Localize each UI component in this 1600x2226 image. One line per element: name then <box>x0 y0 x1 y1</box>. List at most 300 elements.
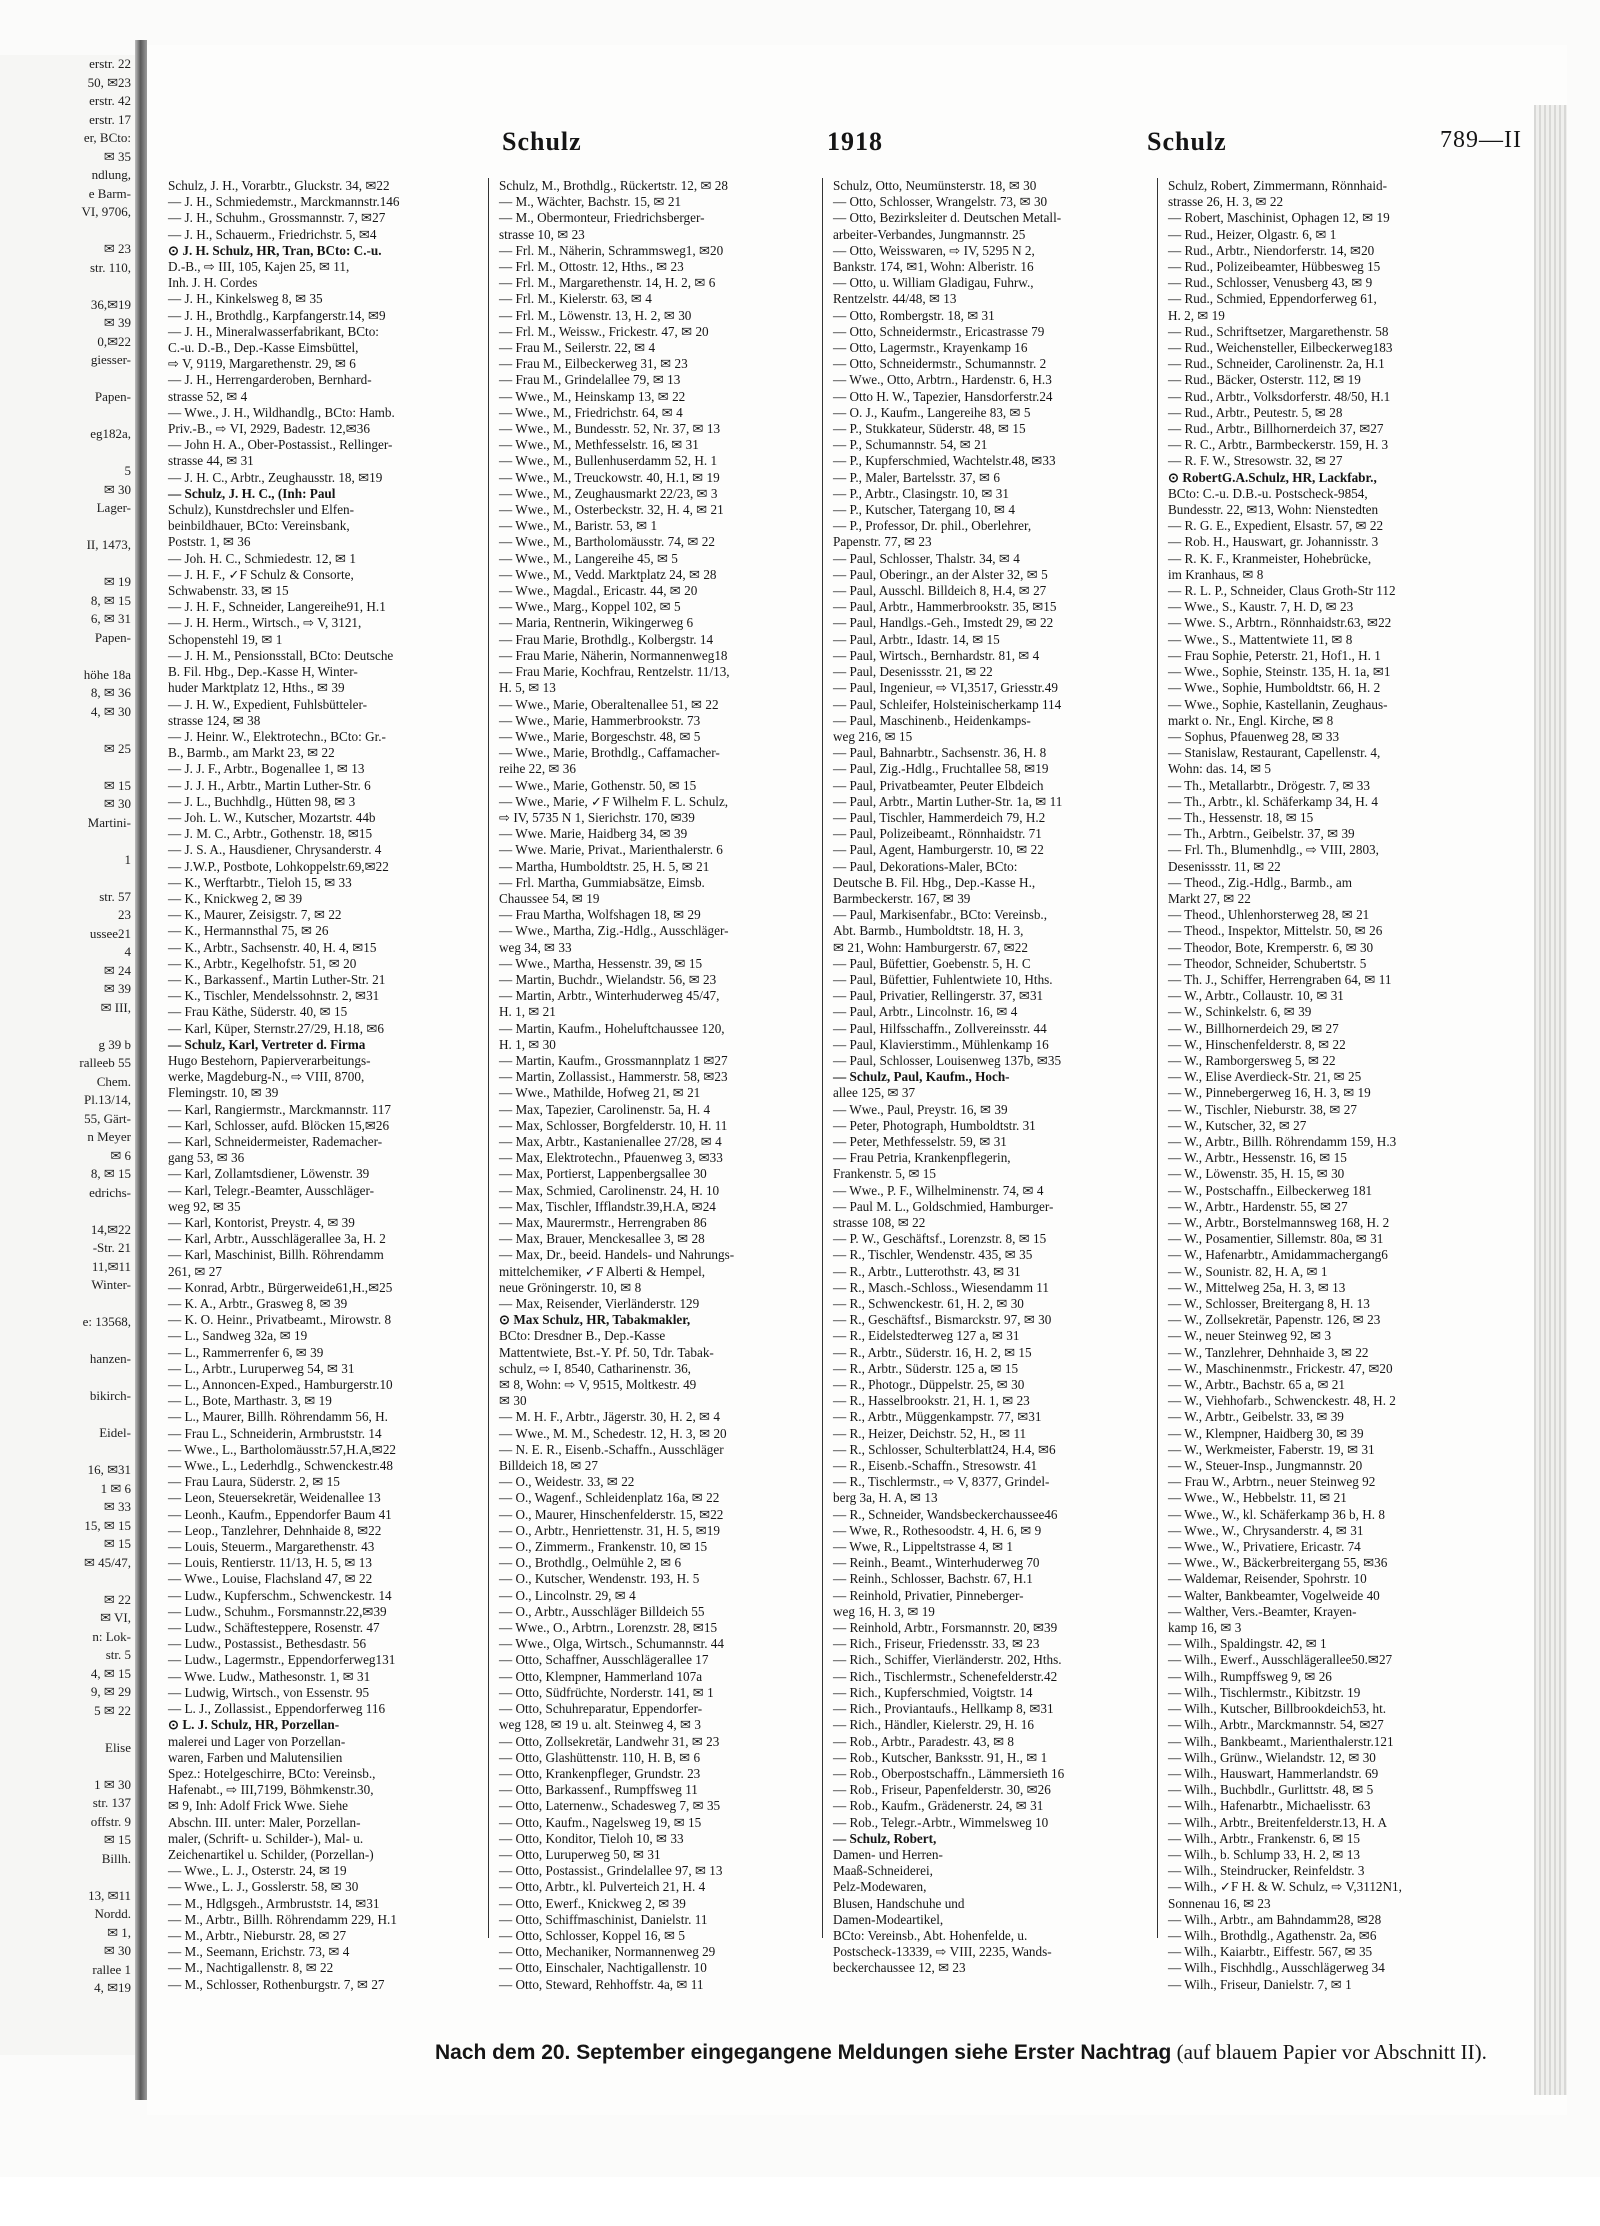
directory-entry: kamp 16, ✉ 3 <box>1168 1620 1242 1636</box>
directory-entry: — O., Maurer, Hinschenfelderstr. 15, ✉22 <box>499 1506 724 1522</box>
directory-entry: — Paul, Tischler, Hammerdeich 79, H.2 <box>833 809 1046 825</box>
previous-page-line: VI, 9706, <box>81 204 131 219</box>
previous-page-line: ✉ 30 <box>103 481 131 497</box>
previous-page-line: Martini- <box>87 814 131 830</box>
directory-entry: — W., Elise Averdieck-Str. 21, ✉ 25 <box>1168 1069 1362 1085</box>
previous-page-line <box>0 1757 135 1776</box>
directory-columns <box>162 178 1537 2226</box>
directory-entry: — Wwe., M., Friedrichstr. 64, ✉ 4 <box>499 404 683 420</box>
directory-entry: — N. E. R., Eisenb.-Schaffn., Ausschläger <box>499 1441 724 1457</box>
directory-entry: — Wwe., W., Chrysanderstr. 4, ✉ 31 <box>1168 1522 1364 1538</box>
directory-entry: BCto: C.-u. D.B.-u. Postscheck-9854, <box>1168 485 1368 501</box>
directory-entry: ⊙ Max Schulz, HR, Tabakmakler, <box>499 1312 691 1328</box>
directory-entry: — Max, Schlosser, Borgfelderstr. 10, H. 11 <box>499 1117 728 1133</box>
directory-entry: Barmbeckerstr. 167, ✉ 39 <box>833 890 971 906</box>
previous-page-line: 1 <box>124 851 131 867</box>
directory-entry: — Ludw., Lagermstr., Eppendorferweg131 <box>168 1652 396 1668</box>
directory-entry: — Wwe., L., Bartholomäusstr.57,H.A,✉22 <box>168 1441 397 1457</box>
previous-page-line: ✉ 6 <box>110 1147 131 1163</box>
directory-entry: H. 1, ✉ 30 <box>499 1036 556 1052</box>
directory-entry: — R., Arbtr., Müggenkampstr. 77, ✉31 <box>833 1409 1042 1425</box>
directory-entry: — Paul, Wirtsch., Bernhardstr. 81, ✉ 4 <box>833 647 1040 663</box>
directory-entry: — Rud., Heizer, Olgastr. 6, ✉ 1 <box>1168 226 1337 242</box>
directory-entry: Hugo Bestehorn, Papierverarbeitungs- <box>168 1052 371 1068</box>
directory-entry: — Frau M., Seilerstr. 22, ✉ 4 <box>499 340 656 356</box>
directory-entry: — L., Bote, Marthastr. 3, ✉ 19 <box>168 1393 332 1409</box>
directory-entry: — J. H., Herrengarderoben, Bernhard- <box>168 372 372 388</box>
previous-page-line <box>0 1369 135 1388</box>
previous-page-line: Winter- <box>91 1277 131 1292</box>
directory-entry: — Frl. Martha, Gummiabsätze, Eimsb. <box>499 874 705 890</box>
directory-entry: — J. H., Kinkelsweg 8, ✉ 35 <box>168 291 323 307</box>
directory-entry: — Wilh., Ewerf., Ausschlägerallee50.✉27 <box>1168 1652 1393 1668</box>
previous-page-line: str. 57 <box>99 888 131 904</box>
directory-entry: — Max, Tapezier, Carolinenstr. 5a, H. 4 <box>499 1101 711 1117</box>
directory-entry: — Rich., Händler, Kielerstr. 29, H. 16 <box>833 1717 1034 1733</box>
directory-entry: — Wilh., Fischhdlg., Ausschlägerweg 34 <box>1168 1960 1385 1976</box>
previous-page-line: 16, ✉31 <box>87 1462 131 1477</box>
directory-entry: — Otto, Mechaniker, Normannenweg 29 <box>499 1944 716 1960</box>
directory-entry: — J. H. F., Schneider, Langereihe91, H.1 <box>168 599 386 615</box>
directory-entry: H. 1, ✉ 21 <box>499 1004 556 1020</box>
directory-entry: — Wwe., M., Vedd. Marktplatz 24, ✉ 28 <box>499 566 717 582</box>
directory-entry: — Paul, Schleifer, Holsteinischerkamp 114 <box>833 696 1062 712</box>
previous-page-line <box>0 407 135 426</box>
column-2 <box>493 178 813 1992</box>
directory-entry: — Wwe., Mathilde, Hofweg 21, ✉ 21 <box>499 1085 701 1101</box>
directory-entry: — Wilh., Hauswart, Hammerlandstr. 69 <box>1168 1765 1379 1781</box>
footer-normal-text: (auf blauem Papier vor Abschnitt II). <box>1176 2040 1487 2064</box>
directory-entry: — W., Hafenarbtr., Amidammachergang6 <box>1168 1247 1388 1263</box>
directory-entry: — Otto, Steward, Rehhoffstr. 4a, ✉ 11 <box>499 1976 704 1992</box>
directory-entry: — Ludw., Schäftesteppere, Rosenstr. 47 <box>168 1620 380 1636</box>
directory-entry: — Rob., Kaufm., Grädenerstr. 24, ✉ 31 <box>833 1798 1044 1814</box>
previous-page-line: 0,✉22 <box>97 333 131 349</box>
directory-entry: — Otto, Einschaler, Nachtigallenstr. 10 <box>499 1960 707 1976</box>
directory-entry: — Otto, Krankenpfleger, Grundstr. 23 <box>499 1765 701 1781</box>
directory-entry: — Louis, Steuerm., Margarethenstr. 43 <box>168 1539 375 1555</box>
previous-page-line: ✉ 1, <box>107 1924 131 1940</box>
directory-entry: — Paul, Klavierstimm., Mühlenkamp 16 <box>833 1036 1049 1052</box>
previous-page-line: eg182a, <box>90 426 131 441</box>
directory-entry: — Martin, Kaufm., Grossmannplatz 1 ✉27 <box>499 1052 728 1068</box>
previous-page-line: n Meyer <box>87 1129 131 1144</box>
directory-entry: — R., Geschäftsf., Bismarckstr. 97, ✉ 30 <box>833 1312 1052 1328</box>
directory-entry: — Waldemar, Reisender, Spohrstr. 10 <box>1168 1571 1367 1587</box>
directory-entry: — Paul, Agent, Hamburgerstr. 10, ✉ 22 <box>833 842 1044 858</box>
directory-entry: — Theodor, Bote, Kremperstr. 6, ✉ 30 <box>1168 939 1374 955</box>
directory-entry: — Sophus, Pfauenweg 28, ✉ 33 <box>1168 728 1340 744</box>
directory-entry: — Rob., Friseur, Papenfelderstr. 30, ✉26 <box>833 1782 1051 1798</box>
directory-entry: — Rich., Proviantaufs., Hellkamp 8, ✉31 <box>833 1701 1054 1717</box>
directory-entry: — Th. J., Schiffer, Herrengraben 64, ✉ 11 <box>1168 971 1392 987</box>
directory-entry: — W., Kutscher, 32, ✉ 27 <box>1168 1117 1307 1133</box>
directory-entry: — Frl. M., Margarethenstr. 14, H. 2, ✉ 6 <box>499 275 716 291</box>
directory-entry: — W., Posamentier, Sillemstr. 80a, ✉ 31 <box>1168 1231 1384 1247</box>
previous-page-line <box>0 1443 135 1462</box>
directory-entry: H. 2, ✉ 19 <box>1168 307 1225 323</box>
directory-entry: Damen- und Herren- <box>833 1846 943 1862</box>
previous-page-line: ✉ 22 <box>103 1591 131 1607</box>
directory-entry: — Wwe., M., Osterbeckstr. 32, H. 4, ✉ 21 <box>499 502 724 518</box>
directory-entry: — Otto, Ewerf., Knickweg 2, ✉ 39 <box>499 1895 686 1911</box>
directory-entry: — Rich., Kupferschmied, Voigtstr. 14 <box>833 1684 1033 1700</box>
directory-entry: — Leop., Tanzlehrer, Dehnhaide 8, ✉22 <box>168 1522 382 1538</box>
directory-entry: — Wwe., M., Bundesstr. 52, Nr. 37, ✉ 13 <box>499 421 721 437</box>
directory-entry: — W., Maschinenmstr., Frickestr. 47, ✉20 <box>1168 1360 1393 1376</box>
previous-page-line <box>0 1332 135 1351</box>
directory-entry: — Otto, Arbtr., kl. Pulverteich 21, H. 4 <box>499 1879 706 1895</box>
directory-entry: mittelchemiker, ✓F Alberti & Hempel, <box>499 1263 706 1279</box>
directory-entry: — L., Maurer, Billh. Röhrendamm 56, H. <box>168 1409 388 1425</box>
previous-page-line <box>0 1572 135 1591</box>
directory-entry: beinbildhauer, BCto: Vereinsbank, <box>168 518 350 534</box>
header-right-name: Schulz <box>1147 127 1227 156</box>
directory-entry: strasse 44, ✉ 31 <box>168 453 254 469</box>
directory-entry: — Otto, Klempner, Hammerland 107a <box>499 1668 703 1684</box>
directory-entry: — Rob., Arbtr., Paradestr. 43, ✉ 8 <box>833 1733 1015 1749</box>
directory-entry: ✉ 8, Wohn: ⇨ V, 9515, Moltkestr. 49 <box>499 1377 697 1393</box>
previous-page-line: 13, ✉11 <box>88 1887 131 1903</box>
directory-entry: — Wilh., ✓F H. & W. Schulz, ⇨ V,3112N1, <box>1168 1879 1402 1895</box>
directory-entry: — Rud., Arbtr., Billhornerdeich 37, ✉27 <box>1168 421 1384 437</box>
directory-entry: Abschn. III. unter: Maler, Porzellan- <box>168 1814 361 1830</box>
directory-entry: — Wwe., Marie, Gothenstr. 50, ✉ 15 <box>499 777 697 793</box>
previous-page-line: ✉ 39 <box>103 315 131 330</box>
directory-entry: strasse 26, H. 3, ✉ 22 <box>1168 194 1284 210</box>
directory-entry: Damen-Modeartikel, <box>833 1911 944 1927</box>
directory-entry: — Frau Käthe, Süderstr. 40, ✉ 15 <box>168 1004 348 1020</box>
directory-entry: ⊙ J. H. Schulz, HR, Tran, BCto: C.-u. <box>168 242 382 258</box>
directory-entry: arbeiter-Verbandes, Jungmannstr. 25 <box>833 226 1026 242</box>
directory-entry: — Paul, Arbtr., Idastr. 14, ✉ 15 <box>833 631 1000 647</box>
directory-entry: — Max, Dr., beeid. Handels- und Nahrungs- <box>499 1247 735 1263</box>
directory-entry: — Paul, Desenissstr. 21, ✉ 22 <box>833 664 993 680</box>
directory-entry: — Wilh., Friseur, Danielstr. 7, ✉ 1 <box>1168 1976 1352 1992</box>
directory-entry: — Wwe., J. H., Wildhandlg., BCto: Hamb. <box>168 404 395 420</box>
directory-entry: — Wilh., Arbtr., am Bahndamm28, ✉28 <box>1168 1911 1382 1927</box>
directory-entry: — Karl, Rangiermstr., Marckmannstr. 117 <box>168 1101 391 1117</box>
directory-entry: — J. H. W., Expedient, Fuhlsbütteler- <box>168 696 367 712</box>
directory-entry: werke, Magdeburg-N., ⇨ VIII, 8700, <box>168 1069 365 1085</box>
column-1 <box>162 178 482 1992</box>
directory-entry: — W., neuer Steinweg 92, ✉ 3 <box>1168 1328 1332 1344</box>
previous-page-line: 4, ✉ 15 <box>90 1665 131 1681</box>
directory-entry: — W., Billhornerdeich 29, ✉ 27 <box>1168 1020 1339 1036</box>
directory-entry: — J. J. H., Arbtr., Martin Luther-Str. 6 <box>168 777 371 793</box>
directory-entry: — Otto, Schaffner, Ausschlägerallee 17 <box>499 1652 709 1668</box>
previous-page-line: ✉ 30 <box>103 796 131 811</box>
directory-entry: — Otto, Rombergstr. 18, ✉ 31 <box>833 307 995 323</box>
directory-entry: — Peter, Methfesselstr. 59, ✉ 31 <box>833 1133 1007 1149</box>
previous-page-line <box>0 370 135 389</box>
previous-page-line: 23 <box>118 907 131 922</box>
directory-entry: — Max, Maurermstr., Herrengraben 86 <box>499 1215 707 1230</box>
directory-entry: — J. H. M., Pensionsstall, BCto: Deutsche <box>168 647 394 663</box>
directory-entry: — Ludwig, Wirtsch., von Essenstr. 95 <box>168 1684 370 1700</box>
previous-page-line: er, BCto: <box>83 130 131 145</box>
directory-entry: — W., Tanzlehrer, Dehnhaide 3, ✉ 22 <box>1168 1344 1369 1360</box>
directory-entry: — Wwe., Martha, Zig.-Hdlg., Ausschläger- <box>499 923 729 939</box>
directory-entry: — Rud., Bäcker, Osterstr. 112, ✉ 19 <box>1168 372 1361 388</box>
directory-entry: — Wwe., Paul, Preystr. 16, ✉ 39 <box>833 1101 1008 1117</box>
previous-page-line: Nordd. <box>94 1906 131 1921</box>
directory-entry: malerei und Lager von Porzellan- <box>168 1733 346 1749</box>
directory-entry: — Theod., Uhlenhorsterweg 28, ✉ 21 <box>1168 907 1370 923</box>
directory-entry: — Wwe., Martha, Hessenstr. 39, ✉ 15 <box>499 955 703 971</box>
directory-entry: — Reinhold, Privatier, Pinneberger- <box>833 1587 1024 1603</box>
directory-entry: — L., Rammerrenfer 6, ✉ 39 <box>168 1344 324 1360</box>
previous-page-line: Lager- <box>96 500 131 515</box>
directory-entry: — Wwe., Sophie, Steinstr. 135, H. 1a, ✉1 <box>1168 664 1391 680</box>
directory-entry: Schulz, J. H., Vorarbtr., Gluckstr. 34, ✉22 <box>168 178 390 193</box>
directory-entry: — Th., Hessenstr. 18, ✉ 15 <box>1168 809 1314 825</box>
directory-entry: — J. H., Schauerm., Friedrichstr. 5, ✉4 <box>168 226 377 242</box>
directory-entry: — W., Arbtr., Bachstr. 65 a, ✉ 21 <box>1168 1377 1345 1393</box>
directory-entry: — R., Arbtr., Süderstr. 16, H. 2, ✉ 15 <box>833 1344 1032 1360</box>
directory-entry: — Wilh., Brothdlg., Agathenstr. 2a, ✉6 <box>1168 1927 1377 1943</box>
directory-entry: — Max, Brauer, Menckesallee 3, ✉ 28 <box>499 1231 705 1247</box>
directory-entry: — W., Schlosser, Breitergang 8, H. 13 <box>1168 1296 1370 1312</box>
column-3 <box>827 178 1147 1976</box>
previous-page-line: 4, ✉ 30 <box>90 703 131 719</box>
directory-entry: — W., Ramborgersweg 5, ✉ 22 <box>1168 1052 1336 1068</box>
directory-entry: — J. S. A., Hausdiener, Chrysanderstr. 4 <box>168 842 382 858</box>
directory-entry: — W., Pinnebergerweg 16, H. 3, ✉ 19 <box>1168 1085 1371 1101</box>
directory-entry: — O., Arbtr., Henriettenstr. 31, H. 5, ✉19 <box>499 1522 720 1538</box>
directory-entry: Deutsche B. Fil. Hbg., Dep.-Kasse H., <box>833 874 1036 890</box>
directory-entry: Schulz, Robert, Zimmermann, Rönnhaid- <box>1168 178 1388 193</box>
previous-page-line: ussee21 <box>89 925 131 941</box>
directory-entry: — Rob. H., Hauswart, gr. Johannisstr. 3 <box>1168 534 1379 550</box>
directory-entry: — Theod., Zig.-Hdlg., Barmb., am <box>1168 874 1352 890</box>
previous-page-line: ndlung, <box>91 167 131 182</box>
directory-entry: — R. K. F., Kranmeister, Hohebrücke, <box>1168 550 1372 566</box>
directory-entry: — Otto, Schuhreparatur, Eppendorfer- <box>499 1701 703 1717</box>
directory-entry: Inh. J. H. Cordes <box>168 275 258 291</box>
directory-entry: — Paul, Schlosser, Thalstr. 34, ✉ 4 <box>833 550 1020 566</box>
previous-page-line: 5 <box>124 463 131 478</box>
directory-entry: — Rud., Arbtr., Peutestr. 5, ✉ 28 <box>1168 404 1343 420</box>
column-divider <box>1157 178 1158 1938</box>
directory-entry: — Paul, Büfettier, Goebenstr. 5, H. C <box>833 955 1031 971</box>
previous-page-line: erstr. 22 <box>89 56 131 71</box>
directory-entry: — Otto H. W., Tapezier, Hansdorferstr.24 <box>833 388 1053 404</box>
directory-entry: — Wwe. Marie, Privat., Marienthalerstr. 6 <box>499 842 723 858</box>
directory-entry: — Wwe., S., Mattentwiete 11, ✉ 8 <box>1168 631 1353 647</box>
directory-entry: Abt. Barmb., Humboldtstr. 18, H. 3, <box>833 923 1024 939</box>
directory-entry: — J. H., Schmiedemstr., Marckmannstr.146 <box>168 194 400 210</box>
directory-entry: — Frau M., Grindelallee 79, ✉ 13 <box>499 372 681 388</box>
directory-entry: — R., Schlosser, Schulterblatt24, H.4, ✉6 <box>833 1441 1056 1457</box>
directory-entry: — W., Arbtr., Hessenstr. 16, ✉ 15 <box>1168 1150 1347 1166</box>
directory-entry: — Karl, Maschinist, Billh. Röhrendamm <box>168 1247 384 1263</box>
directory-entry: — W., Zollsekretär, Papenstr. 126, ✉ 23 <box>1168 1312 1381 1328</box>
directory-entry: — Wwe, R., Rothesoodstr. 4, H. 6, ✉ 9 <box>833 1522 1042 1538</box>
previous-page-line: str. 137 <box>92 1795 131 1810</box>
directory-entry: — Otto, Laternenw., Schadesweg 7, ✉ 35 <box>499 1798 721 1814</box>
directory-entry: — Ludw., Schuhm., Forsmannstr.22,✉39 <box>168 1603 387 1619</box>
previous-page-line: Eidel- <box>99 1425 131 1440</box>
directory-entry: — L. J., Zollassist., Eppendorferweg 116 <box>168 1701 386 1717</box>
directory-entry: — R., Arbtr., Lutterothstr. 43, ✉ 31 <box>833 1263 1021 1279</box>
directory-entry: Spez.: Hotelgeschirre, BCto: Vereinsb., <box>168 1765 376 1781</box>
directory-entry: ⊙ L. J. Schulz, HR, Porzellan- <box>168 1717 340 1733</box>
directory-entry: — R. L. P., Schneider, Claus Groth-Str 112 <box>1168 583 1396 599</box>
directory-entry: berg 3a, H. A, ✉ 13 <box>833 1490 938 1506</box>
previous-page-line <box>0 444 135 463</box>
directory-entry: Rentzelstr. 44/48, ✉ 13 <box>833 291 957 307</box>
directory-entry: huder Marktplatz 12, Hths., ✉ 39 <box>168 680 345 696</box>
previous-page-line: ✉ 15 <box>103 777 131 793</box>
directory-entry: Frankenstr. 5, ✉ 15 <box>833 1166 936 1182</box>
previous-page-line: 8, ✉ 36 <box>90 685 131 700</box>
directory-entry: — P., Professor, Dr. phil., Oberlehrer, <box>833 518 1032 534</box>
directory-entry: — Paul, Polizeibeamt., Rönnhaidstr. 71 <box>833 826 1042 842</box>
directory-entry: — Theodor, Schneider, Schubertstr. 5 <box>1168 955 1367 971</box>
previous-page-line: ✉ 23 <box>103 241 131 256</box>
directory-entry: — J. M. C., Arbtr., Gothenstr. 18, ✉15 <box>168 826 373 842</box>
directory-entry: — Rud., Arbtr., Niendorferstr. 14, ✉20 <box>1168 242 1375 258</box>
directory-entry: — Frau Petria, Krankenpflegerin, <box>833 1150 1011 1166</box>
directory-entry: — Paul, Schlosser, Louisenweg 137b, ✉35 <box>833 1052 1062 1068</box>
directory-entry: Desenissstr. 11, ✉ 22 <box>1168 858 1281 874</box>
directory-entry: Hafenabt., ⇨ III,7199, Böhmkenstr.30, <box>168 1782 374 1798</box>
directory-entry: — Rud., Schlosser, Venusberg 43, ✉ 9 <box>1168 275 1373 291</box>
column-4 <box>1162 178 1482 1992</box>
previous-page-line: ✉ 25 <box>103 740 131 756</box>
directory-entry: — Max, Portierst, Lappenbergsallee 30 <box>499 1166 707 1182</box>
directory-entry: — Martin, Kaufm., Hoheluftchaussee 120, <box>499 1020 725 1036</box>
directory-entry: — Otto, Schneidermstr., Schumannstr. 2 <box>833 356 1047 372</box>
footer-bold-text: Nach dem 20. September eingegangene Meldungen siehe Erster Nachtrag <box>435 2041 1172 2064</box>
directory-entry: — Paul, Markisenfabr., BCto: Vereinsb., <box>833 907 1048 923</box>
directory-entry: — Otto, Weisswaren, ⇨ IV, 5295 N 2, <box>833 242 1035 258</box>
directory-entry: — M., Obermonteur, Friedrichsberger- <box>499 210 705 226</box>
directory-entry: — Wwe., M., Methfesselstr. 16, ✉ 31 <box>499 437 699 453</box>
directory-entry: — Rud., Schneider, Carolinenstr. 2a, H.1 <box>1168 356 1385 372</box>
directory-entry: waren, Farben und Malutensilien <box>168 1749 343 1765</box>
directory-entry: — Wwe., Marie, Hammerbrookstr. 73 <box>499 712 701 728</box>
directory-entry: — J. H., Mineralwasserfabrikant, BCto: <box>168 323 379 339</box>
directory-entry: — Leon, Steuersekretär, Weidenallee 13 <box>168 1490 381 1506</box>
directory-entry: — M., Hdlgsgeh., Armbruststr. 14, ✉31 <box>168 1895 380 1911</box>
header-year: 1918 <box>827 127 883 156</box>
directory-entry: — K., Knickweg 2, ✉ 39 <box>168 890 303 906</box>
directory-entry: — Otto, Südfrüchte, Norderstr. 141, ✉ 1 <box>499 1684 714 1700</box>
directory-entry: — Max, Tischler, Ifflandstr.39,H.A, ✉24 <box>499 1198 716 1214</box>
directory-entry: — Otto, Schlosser, Wrangelstr. 73, ✉ 30 <box>833 194 1048 210</box>
directory-entry: — R. C., Arbtr., Barmbeckerstr. 159, H. 3 <box>1168 437 1389 453</box>
directory-page <box>147 45 1567 2115</box>
directory-entry: — Wilh., Hafenarbtr., Michaelisstr. 63 <box>1168 1798 1371 1814</box>
previous-page-line <box>0 832 135 851</box>
directory-entry: — Wwe., L., Lederhdlg., Schwenckestr.48 <box>168 1458 393 1474</box>
directory-entry: — W., Klempner, Haidberg 30, ✉ 39 <box>1168 1425 1364 1441</box>
directory-entry: — Robert, Maschinist, Ophagen 12, ✉ 19 <box>1168 210 1390 226</box>
previous-page-line: ✉ 45/47, <box>83 1554 131 1570</box>
directory-entry: — W., Steuer-Insp., Jungmannstr. 20 <box>1168 1458 1363 1474</box>
directory-entry: — O., Brothdlg., Oelmühle 2, ✉ 6 <box>499 1555 682 1571</box>
directory-entry: — Paul, Privatbeamter, Peuter Elbdeich <box>833 777 1044 793</box>
directory-entry: — Wilh., Bankbeamt., Marienthalerstr.121 <box>1168 1733 1394 1749</box>
directory-entry: — Wilh., Arbtr., Frankenstr. 6, ✉ 15 <box>1168 1830 1360 1846</box>
directory-entry: — Wwe., O., Arbtrn., Lorenzstr. 28, ✉15 <box>499 1620 718 1636</box>
directory-entry: — K., Arbtr., Sachsenstr. 40, H. 4, ✉15 <box>168 939 377 955</box>
previous-page-line: ✉ 39 <box>103 981 131 996</box>
directory-entry: Maaß-Schneiderei, <box>833 1863 933 1879</box>
directory-entry: — Paul, Dekorations-Maler, BCto: <box>833 858 1018 874</box>
directory-entry: — Wwe., W., Bäckerbreitergang 55, ✉36 <box>1168 1555 1388 1571</box>
directory-entry: — O. J., Kaufm., Langereihe 83, ✉ 5 <box>833 404 1031 420</box>
previous-page-line: Pl.13/14, <box>84 1092 131 1107</box>
directory-entry: — Frl. M., Löwenstr. 13, H. 2, ✉ 30 <box>499 307 692 323</box>
directory-entry: 261, ✉ 27 <box>168 1263 222 1279</box>
directory-entry: — Otto, Zollsekretär, Landwehr 31, ✉ 23 <box>499 1733 720 1749</box>
directory-entry: — W., Mittelweg 25a, H. 3, ✉ 13 <box>1168 1279 1346 1295</box>
directory-entry: — Paul, Büfettier, Fuhlentwiete 10, Hths. <box>833 971 1053 987</box>
previous-page-line: offstr. 9 <box>90 1813 131 1829</box>
directory-entry: allee 125, ✉ 37 <box>833 1085 916 1101</box>
directory-entry: — Peter, Photograph, Humboldtstr. 31 <box>833 1117 1036 1133</box>
directory-entry: weg 128, ✉ 19 u. alt. Steinweg 4, ✉ 3 <box>499 1717 701 1733</box>
directory-entry: — Paul, Zig.-Hdlg., Fruchtallee 58, ✉19 <box>833 761 1049 777</box>
directory-entry: beckerchaussee 12, ✉ 23 <box>833 1960 966 1976</box>
directory-entry: — Rob., Oberpostschaffn., Lämmersieth 16 <box>833 1765 1065 1781</box>
previous-page-line: erstr. 17 <box>89 111 131 127</box>
directory-entry: — K., Arbtr., Kegelhofstr. 51, ✉ 20 <box>168 955 357 971</box>
directory-entry: — Wwe., M., Treuckowstr. 40, H.1, ✉ 19 <box>499 469 720 485</box>
directory-entry: Chaussee 54, ✉ 19 <box>499 890 600 906</box>
directory-entry: — W., Arbtr., Hardenstr. 55, ✉ 27 <box>1168 1198 1348 1214</box>
directory-entry: — W., Arbtr., Geibelstr. 33, ✉ 39 <box>1168 1409 1344 1425</box>
directory-entry: — Frau Marie, Kochfrau, Rentzelstr. 11/13, <box>499 664 730 680</box>
directory-entry: markt o. Nr., Engl. Kirche, ✉ 8 <box>1168 712 1334 728</box>
directory-entry: — Wwe. S., Arbtrn., Rönnhaidstr.63, ✉22 <box>1168 615 1392 631</box>
directory-entry: — Louis, Rentierstr. 11/13, H. 5, ✉ 13 <box>168 1555 372 1571</box>
directory-entry: — Max, Elektrotechn., Pfauenweg 3, ✉33 <box>499 1150 723 1166</box>
directory-entry: — Otto, Kaufm., Nagelsweg 19, ✉ 15 <box>499 1814 702 1830</box>
previous-page-line <box>0 518 135 537</box>
header-left-name: Schulz <box>502 127 582 156</box>
directory-entry: Pelz-Modewaren, <box>833 1879 927 1895</box>
directory-entry: — Schulz, Robert, <box>833 1830 937 1846</box>
previous-page-line <box>0 1406 135 1425</box>
previous-page-line: 15, ✉ 15 <box>84 1517 131 1533</box>
directory-entry: — Max, Arbtr., Kastanienallee 27/28, ✉ 4 <box>499 1133 722 1149</box>
directory-entry: — Wwe., M., Bartholomäusstr. 74, ✉ 22 <box>499 534 715 550</box>
directory-entry: — P., Kupferschmied, Wachtelstr.48, ✉33 <box>833 453 1056 469</box>
directory-entry: — Frau L., Schneiderin, Armbruststr. 14 <box>168 1425 382 1441</box>
directory-entry: — P., Kutscher, Tatergang 10, ✉ 4 <box>833 502 1015 518</box>
directory-entry: — Wwe., W., kl. Schäferkamp 36 b, H. 8 <box>1168 1506 1385 1522</box>
directory-entry: D.-B., ⇨ III, 105, Kajen 25, ✉ 11, <box>168 259 350 275</box>
directory-entry: — J. Heinr. W., Elektrotechn., BCto: Gr.- <box>168 728 386 744</box>
directory-entry: — Schulz, Karl, Vertreter d. Firma <box>168 1036 366 1052</box>
previous-page-line <box>0 1017 135 1036</box>
directory-entry: — Frau Martha, Wolfshagen 18, ✉ 29 <box>499 907 701 923</box>
directory-entry: — R., Schwenckestr. 61, H. 2, ✉ 30 <box>833 1296 1024 1312</box>
directory-entry: — M., Seemann, Erichstr. 73, ✉ 4 <box>168 1944 350 1960</box>
previous-page-line: 1 ✉ 30 <box>94 1776 131 1792</box>
directory-entry: — Otto, u. William Gladigau, Fuhrw., <box>833 275 1034 291</box>
directory-entry: — P., Arbtr., Clasingstr. 10, ✉ 31 <box>833 485 1009 501</box>
directory-entry: — Paul, Hilfsschaffn., Zollvereinsstr. 44 <box>833 1020 1047 1036</box>
directory-entry: — Wwe., M., Heinskamp 13, ✉ 22 <box>499 388 686 404</box>
directory-entry: H. 5, ✉ 13 <box>499 680 556 696</box>
directory-entry: — Otto, Bezirksleiter d. Deutschen Metall- <box>833 210 1062 226</box>
directory-entry: ⊙ RobertG.A.Schulz, HR, Lackfabr., <box>1168 469 1377 485</box>
